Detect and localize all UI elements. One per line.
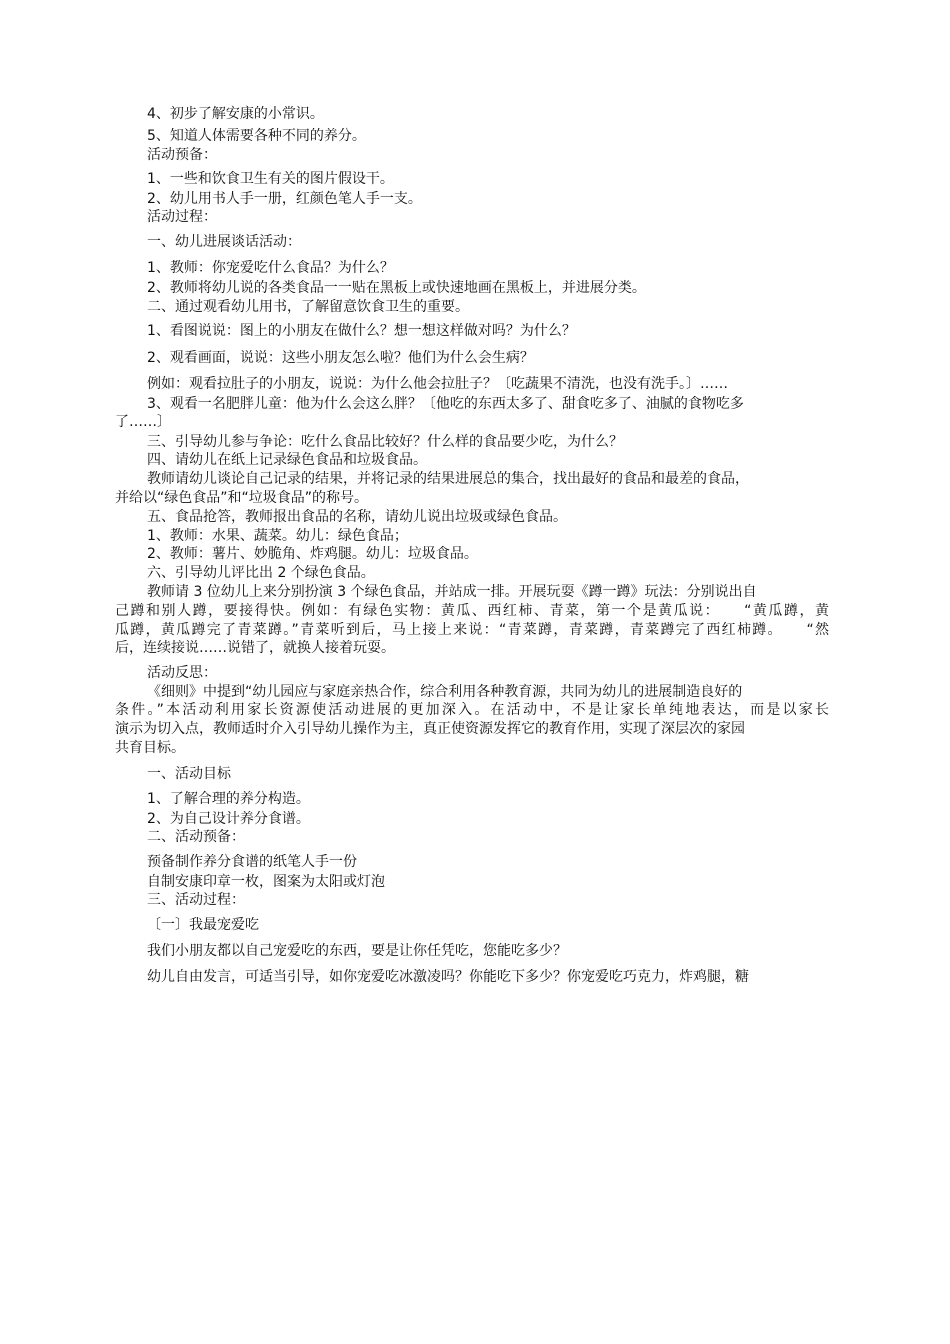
text-line: 己蹲和别人蹲，要接得快。例如：有绿色实物：黄瓜、西红柿、青菜，第一个是黄瓜说： “黄瓜蹲，黄 [115,603,829,619]
section-heading: 二、活动预备： [147,829,245,845]
text-line: 教师请 3 位幼儿上来分别扮演 3 个绿色食品，并站成一排。开展玩耍《蹲一蹲》玩法：分别说出自 [147,584,757,600]
text-line: 教师请幼儿谈论自己记录的结果，并将记录的结果进展总的集合，找出最好的食品和最差的食品， [147,471,749,487]
text-line: 并给以“绿色食品”和“垃圾食品”的称号。 [115,490,369,506]
text-line: 后，连续接说……说错了，就换人接着玩耍。 [115,640,395,656]
text-line: 瓜蹲，黄瓜蹲完了青菜蹲。”青菜听到后，马上接上来说：“青菜蹲，青菜蹲，青菜蹲完了西红柿蹲。 “然 [115,622,829,638]
text-line: 2、教师：薯片、妙脆角、炸鸡腿。幼儿：垃圾食品。 [147,546,478,562]
text-line: 1、一些和饮食卫生有关的图片假设干。 [147,171,394,187]
text-line: 六、引导幼儿评比出 2 个绿色食品。 [147,565,375,581]
text-line: 一、幼儿进展谈话活动： [147,234,301,250]
text-line: 自制安康印章一枚，图案为太阳或灯泡 [147,874,385,890]
text-line: 2、观看画面，说说：这些小朋友怎么啦？他们为什么会生病？ [147,350,534,366]
text-line: 2、为自己设计养分食谱。 [147,811,310,827]
text-line: 1、看图说说：图上的小朋友在做什么？想一想这样做对吗？为什么？ [147,323,576,339]
text-line: 三、引导幼儿参与争论：吃什么食品比较好？什么样的食品要少吃，为什么？ [147,434,623,450]
text-line: 4、初步了解安康的小常识。 [147,106,324,122]
text-line: 我们小朋友都以自己宠爱吃的东西，要是让你任凭吃，您能吃多少？ [147,943,567,959]
text-line: 1、教师：水果、蔬菜。幼儿：绿色食品； [147,528,408,544]
text-line: 5、知道人体需要各种不同的养分。 [147,128,366,144]
text-line: 四、请幼儿在纸上记录绿色食品和垃圾食品。 [147,452,427,468]
text-line: 《细则》中提到“幼儿园应与家庭亲热合作，综合利用各种教育源，共同为幼儿的进展制造良好的 [147,684,743,700]
text-line: 共育目标。 [115,740,185,756]
text-line: 二、通过观看幼儿用书，了解留意饮食卫生的重要。 [147,299,469,315]
section-heading: 一、活动目标 [147,766,231,782]
text-line: 1、教师：你宠爱吃什么食品？为什么？ [147,260,394,276]
text-line: 演示为切入点，教师适时介入引导幼儿操作为主，真正使资源发挥它的教育作用，实现了深层次的家园 [115,721,745,737]
text-line: 2、幼儿用书人手一册，红颜色笔人手一支。 [147,191,422,207]
text-line: 3、观看一名肥胖儿童：他为什么会这么胖？〔他吃的东西太多了、甜食吃多了、油腻的食物吃多 [147,396,744,412]
section-heading: 活动反思： [147,665,217,681]
text-line: 预备制作养分食谱的纸笔人手一份 [147,854,357,870]
text-line: 五、食品抢答，教师报出食品的名称，请幼儿说出垃圾或绿色食品。 [147,509,567,525]
section-heading: 活动预备： [147,147,217,163]
text-line: 了……〕 [115,414,171,430]
section-heading: 活动过程： [147,209,217,225]
text-line: 幼儿自由发言，可适当引导，如你宠爱吃冰激凌吗？你能吃下多少？你宠爱吃巧克力，炸鸡腿，糖 [147,969,749,985]
section-heading: 三、活动过程： [147,892,245,908]
text-line: 例如：观看拉肚子的小朋友，说说：为什么他会拉肚子？〔吃蔬果不清洗，也没有洗手。〕…… [147,376,728,392]
text-line: 1、了解合理的养分构造。 [147,791,310,807]
text-line: 2、教师将幼儿说的各类食品一一贴在黑板上或快速地画在黑板上，并进展分类。 [147,280,646,296]
text-line: 〔一〕我最宠爱吃 [147,917,259,933]
text-line: 条件。”本活动利用家长资源使活动进展的更加深入。在活动中，不是让家长单纯地表达，而是以家长 [115,702,829,718]
